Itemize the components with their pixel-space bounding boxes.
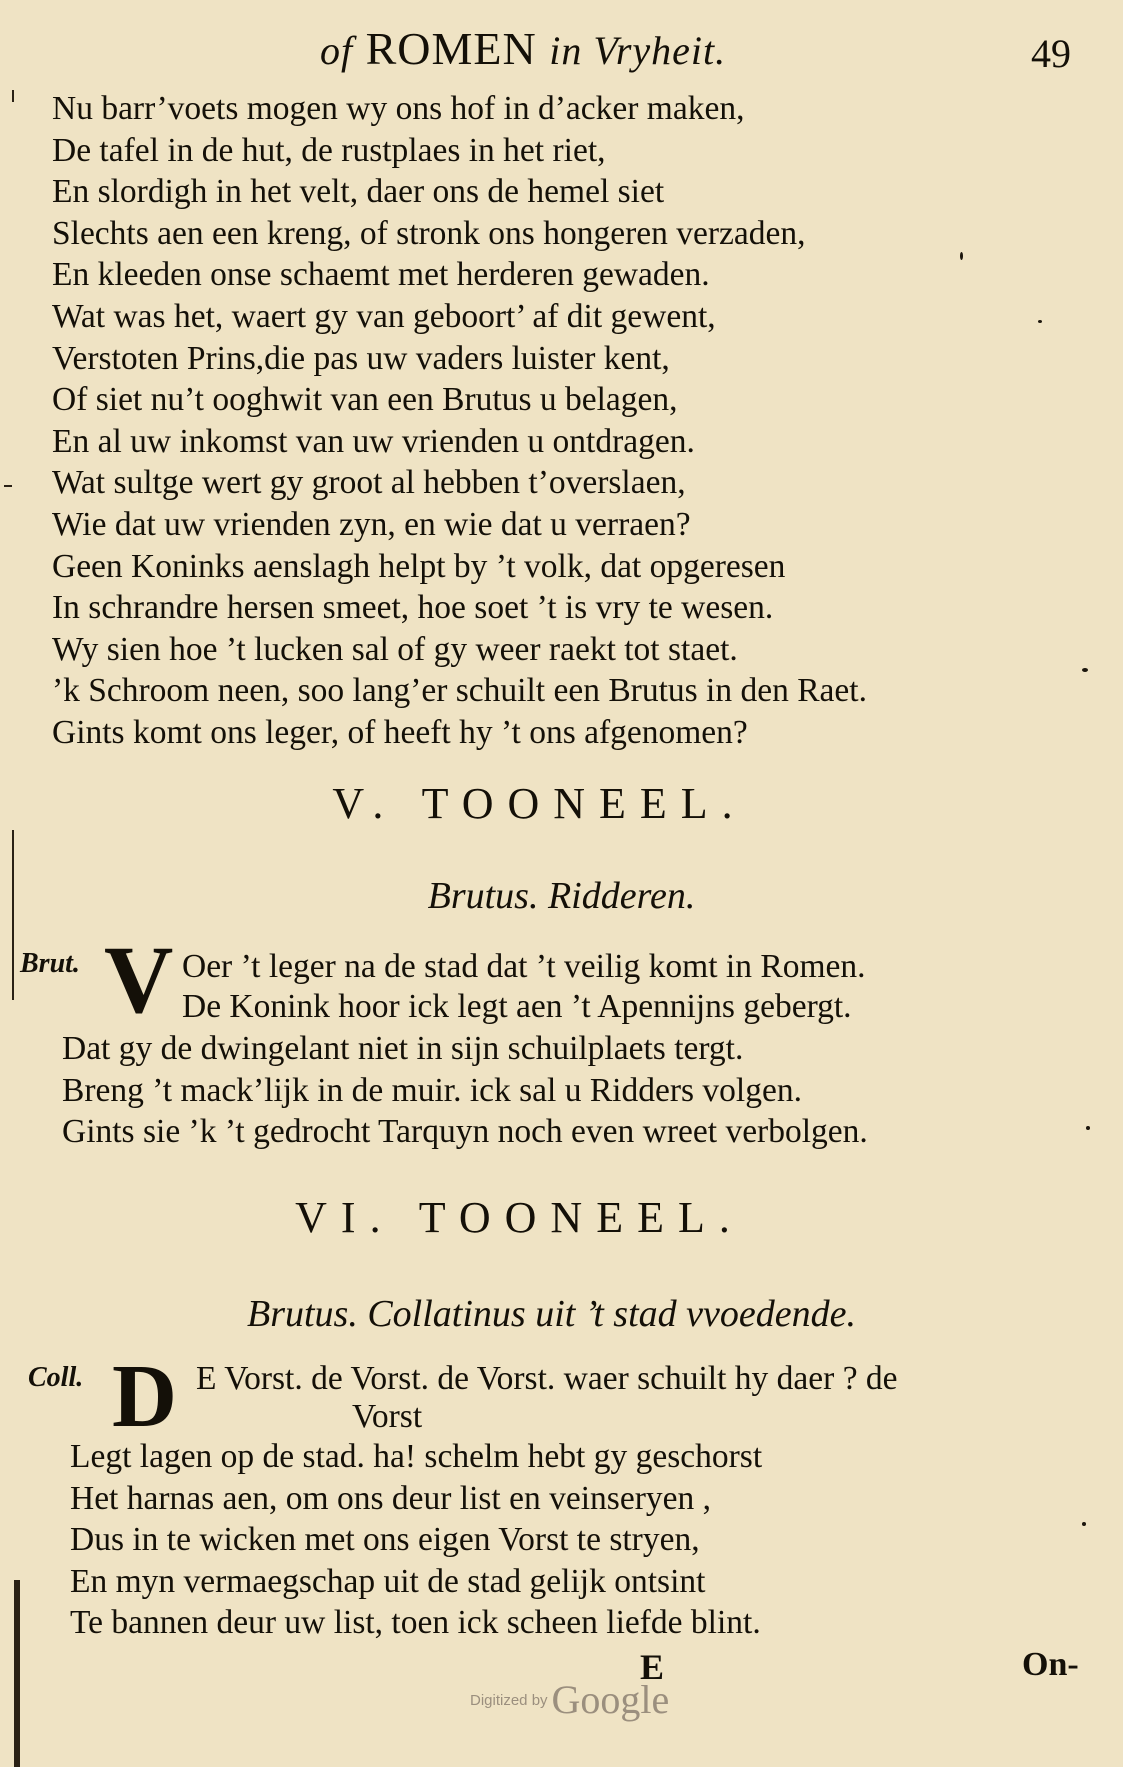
scene-5-dropcap: V [104,926,174,1033]
binding-edge-mark [4,485,12,487]
scene-5-heading: V. TOONEEL. [332,779,747,828]
verse-line: Te bannen deur uw list, toen ick scheen liefde blint. [70,1604,761,1642]
binding-edge-mark [12,90,14,102]
scene-6-second-line: Vorst [352,1398,423,1435]
verse-line: ’k Schroom neen, soo lang’er schuilt een Brutus in den Raet. [52,672,867,710]
verse-line: Wie dat uw vrienden zyn, en wie dat u verraen? [52,505,691,543]
verse-line: Nu barr’voets mogen wy ons hof in d’acker maken, [52,90,745,127]
ink-speck [1038,320,1042,323]
scene-6-verse [70,1436,762,1644]
verse-line: En slordigh in het velt, daer ons de hemel siet [52,173,665,211]
verse-line: Gints komt ons leger, of heeft hy ’t ons afgenomen? [52,713,748,751]
running-title-prefix: of [320,28,354,73]
digitized-brand: Google [551,1677,670,1722]
ink-speck [960,252,963,260]
digitized-label: Digitized by [470,1692,548,1709]
verse-line: Verstoten Prins,die pas uw vaders luister kent, [52,339,670,377]
verse-line: Legt lagen op de stad. ha! schelm hebt gy geschorst [70,1438,763,1475]
running-title-suffix: in Vryheit. [549,28,727,73]
page-number: 49 [1031,31,1071,76]
ink-speck [1082,668,1088,672]
verse-line: En myn vermaegschap uit de stad gelijk ontsint [70,1562,706,1600]
scene-5-speaker: Brut. [20,948,80,979]
verse-line: Dat gy de dwingelant niet in sijn schuilplaets tergt. [62,1030,744,1067]
verse-line: Wat was het, waert gy van geboort’ af dit gewent, [52,297,716,335]
ink-speck [1082,1522,1086,1526]
verse-block-1 [52,88,867,754]
scene-5-second-line: De Konink hoor ick legt aen ’t Apennijns gebergt. [182,988,852,1025]
verse-line: In schrandre hersen smeet, hoe soet ’t is vry te wesen. [52,589,774,627]
verse-line: Wy sien hoe ’t lucken sal of gy weer raekt tot staet. [52,630,738,668]
verse-line: Wat sultge wert gy groot al hebben t’overslaen, [52,464,686,502]
verse-line: Breng ’t mack’lijk in de muir. ick sal u Ridders volgen. [62,1071,802,1109]
running-title-main: ROMEN [365,23,537,74]
digitized-watermark [470,1676,669,1723]
verse-line: Gints sie ’k ’t gedrocht Tarquyn noch even wreet verbolgen. [62,1113,868,1151]
scene-6-heading: VI. TOONEEL. [295,1193,744,1242]
scene-5-verse [62,1028,868,1153]
binding-edge-mark [14,1580,20,1767]
running-head [0,22,1123,82]
scene-6-cast: Brutus. Collatinus uit ’t stad vvoedende. [246,1293,856,1335]
signature-mark: E [640,1647,665,1687]
verse-line: De tafel in de hut, de rustplaes in het riet, [52,131,606,169]
scene-5-cast: Brutus. Ridderen. [427,875,696,917]
verse-line: Het harnas aen, om ons deur list en veinseryen , [70,1479,711,1517]
scene-6-dropcap: D [112,1347,177,1446]
verse-line: Slechts aen een kreng, of stronk ons hongeren verzaden, [52,214,806,252]
scene-6-speaker: Coll. [28,1362,84,1393]
scene-6-opening-line: E Vorst. de Vorst. de Vorst. waer schuilt hy daer ? de [196,1360,898,1397]
verse-line: Of siet nu’t ooghwit van een Brutus u belagen, [52,381,678,419]
running-title [320,22,726,75]
scene-5-opening-line: Oer ’t leger na de stad dat ’t veilig komt in Romen. [182,948,866,985]
verse-line: Dus in te wicken met ons eigen Vorst te stryen, [70,1521,700,1559]
catchword: On- [1022,1646,1079,1683]
ink-speck [1086,1126,1090,1130]
verse-line: Geen Koninks aenslagh helpt by ’t volk, dat opgeresen [52,547,786,585]
verse-line: En al uw inkomst van uw vrienden u ontdragen. [52,422,695,460]
verse-line: En kleeden onse schaemt met herderen gewaden. [52,256,710,294]
